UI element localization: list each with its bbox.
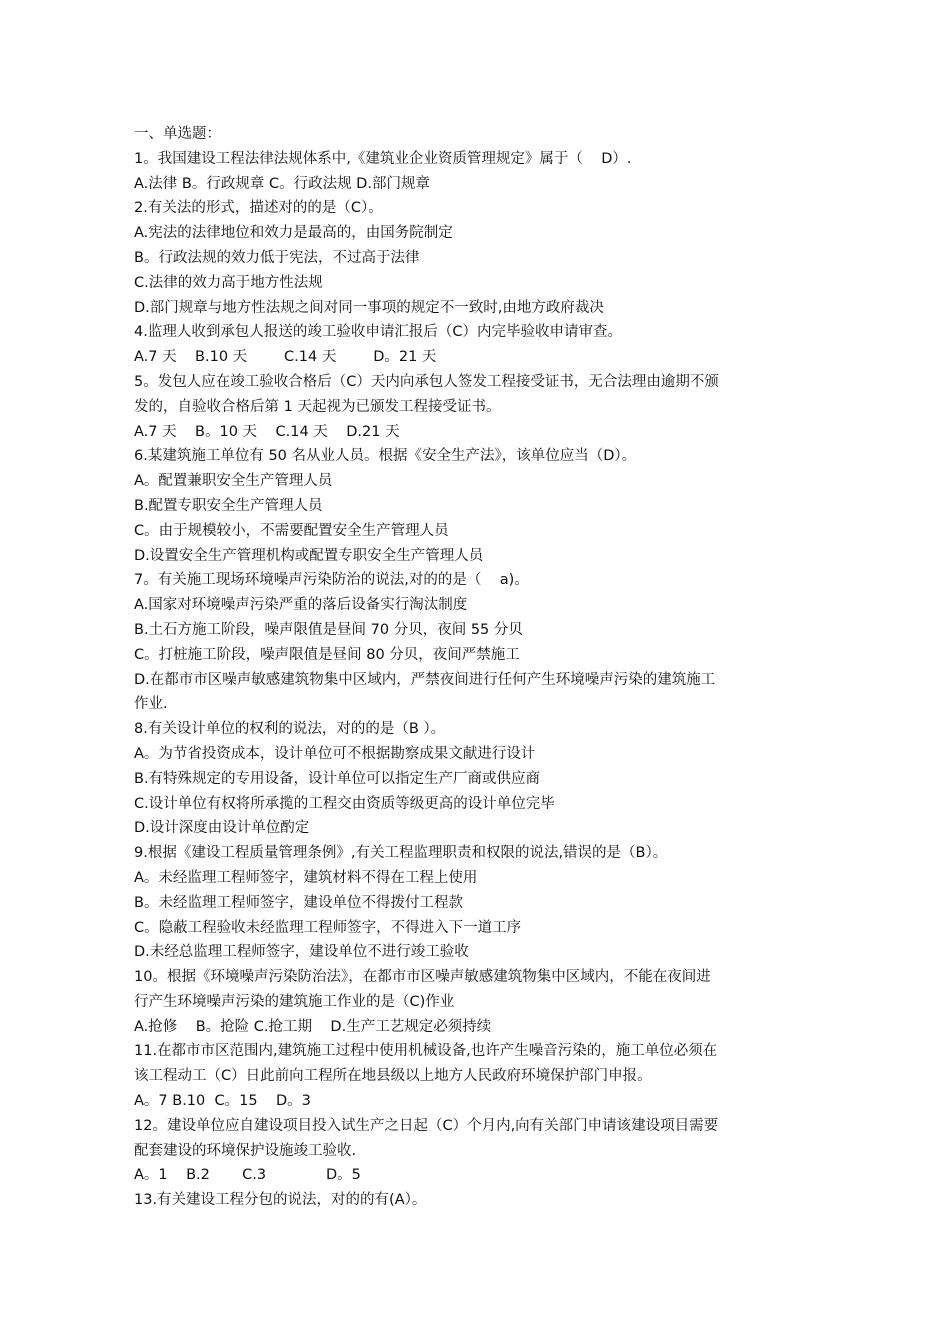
question-1: 1。我国建设工程法律法规体系中,《建筑业企业资质管理规定》属于（ D）. <box>134 150 632 167</box>
question-2-option-d: D.部门规章与地方性法规之间对同一事项的规定不一致时,由地方政府裁决 <box>134 299 604 316</box>
question-2-option-c: C.法律的效力高于地方性法规 <box>134 274 323 291</box>
question-9-option-d: D.未经总监理工程师签字，建设单位不进行竣工验收 <box>134 944 469 961</box>
question-6-option-b: B.配置专职安全生产管理人员 <box>134 497 323 514</box>
question-8-option-d: D.设计深度由设计单位酌定 <box>134 820 310 837</box>
question-12-cont: 配套建设的环境保护设施竣工验收. <box>134 1142 357 1159</box>
question-9: 9.根据《建设工程质量管理条例》,有关工程监理职责和权限的说法,错误的是（B）。 <box>134 845 668 862</box>
question-9-option-b: B。未经监理工程师签字，建设单位不得拨付工程款 <box>134 894 463 911</box>
question-4-options: A.7 天 B.10 天 C.14 天 D。21 天 <box>134 349 437 366</box>
question-6-option-d: D.设置安全生产管理机构或配置专职安全生产管理人员 <box>134 547 484 564</box>
question-8: 8.有关设计单位的权利的说法，对的的是（B ）。 <box>134 721 446 738</box>
question-11: 11.在都市市区范围内,建筑施工过程中使用机械设备,也许产生噪音污染的，施工单位必须在 <box>134 1043 718 1060</box>
question-11-cont: 该工程动工（C）日此前向工程所在地县级以上地方人民政府环境保护部门申报。 <box>134 1068 652 1085</box>
question-8-option-a: A。为节省投资成本，设计单位可不根据勘察成果文献进行设计 <box>134 745 536 762</box>
question-7-option-d: D.在都市市区噪声敏感建筑物集中区域内，严禁夜间进行任何产生环境噪声污染的建筑施工 <box>134 671 716 688</box>
question-5-cont: 发的，自验收合格后第 1 天起视为已颁发工程接受证书。 <box>134 398 501 415</box>
question-5-options: A.7 天 B。10 天 C.14 天 D.21 天 <box>134 423 400 440</box>
question-10: 10。根据《环境噪声污染防治法》，在都市市区噪声敏感建筑物集中区域内，不能在夜间进 <box>134 969 711 986</box>
question-6-option-a: A。配置兼职安全生产管理人员 <box>134 473 333 490</box>
question-7-option-a: A.国家对环境噪声污染严重的落后设备实行淘汰制度 <box>134 597 468 614</box>
question-2: 2.有关法的形式，描述对的的是（C）。 <box>134 200 383 217</box>
question-6: 6.某建筑施工单位有 50 名从业人员。根据《安全生产法》，该单位应当（D）。 <box>134 448 637 465</box>
question-9-option-a: A。未经监理工程师签字，建筑材料不得在工程上使用 <box>134 869 478 886</box>
question-4: 4.监理人收到承包人报送的竣工验收申请汇报后（C）内完毕验收申请审查。 <box>134 324 622 341</box>
question-7: 7。有关施工现场环境噪声污染防治的说法,对的的是（ a)。 <box>134 572 529 589</box>
question-6-option-c: C。由于规模较小，不需要配置安全生产管理人员 <box>134 522 449 539</box>
question-2-option-b: B。行政法规的效力低于宪法，不过高于法律 <box>134 249 420 266</box>
question-12-options: A。1 B.2 C.3 D。5 <box>134 1167 361 1184</box>
question-8-option-c: C.设计单位有权将所承揽的工程交由资质等级更高的设计单位完毕 <box>134 795 555 812</box>
question-1-options: A.法律 B。行政规章 C。行政法规 D.部门规章 <box>134 175 430 192</box>
question-7-option-b: B.土石方施工阶段，噪声限值是昼间 70 分贝，夜间 55 分贝 <box>134 621 523 638</box>
question-10-options: A.抢修 B。抢险 C.抢工期 D.生产工艺规定必须持续 <box>134 1018 492 1035</box>
question-2-option-a: A.宪法的法律地位和效力是最高的，由国务院制定 <box>134 225 453 242</box>
question-7-option-c: C。打桩施工阶段，噪声限值是昼间 80 分贝，夜间严禁施工 <box>134 646 520 663</box>
question-9-option-c: C。隐蔽工程验收未经监理工程师签字，不得进入下一道工序 <box>134 919 522 936</box>
question-11-options: A。7 B.10 C。15 D。3 <box>134 1093 311 1110</box>
document-body <box>134 122 824 1213</box>
question-7-option-d-cont: 作业. <box>134 696 168 713</box>
question-13: 13.有关建设工程分包的说法，对的的有(A）。 <box>134 1192 427 1209</box>
question-5: 5。发包人应在竣工验收合格后（C）天内向承包人签发工程接受证书，无合法理由逾期不颁 <box>134 373 719 390</box>
question-10-cont: 行产生环境噪声污染的建筑施工作业的是（C)作业 <box>134 993 455 1010</box>
question-12: 12。建设单位应自建设项目投入试生产之日起（C）个月内,向有关部门申请该建设项目需要 <box>134 1117 719 1134</box>
section-heading: 一、单选题： <box>134 126 221 142</box>
question-8-option-b: B.有特殊规定的专用设备，设计单位可以指定生产厂商或供应商 <box>134 770 541 787</box>
